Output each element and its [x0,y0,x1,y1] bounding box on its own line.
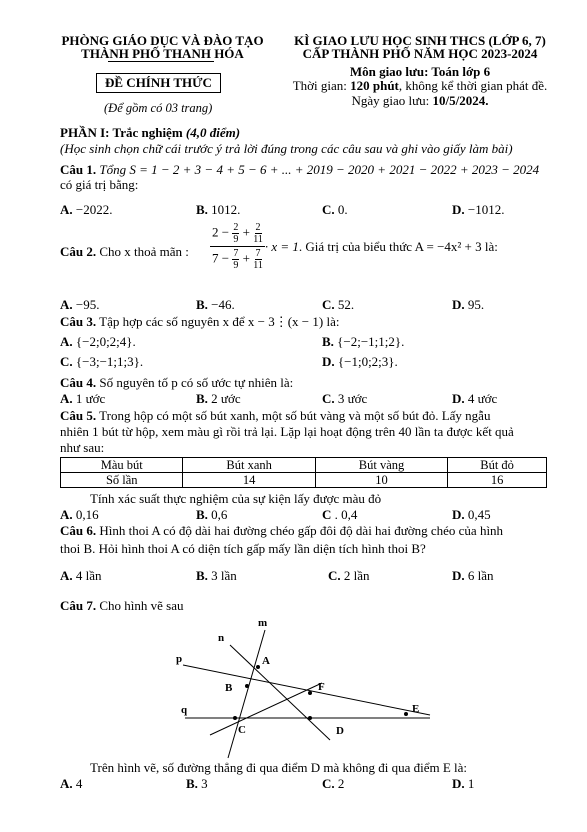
q6-option-b[interactable]: B. 3 lần [196,568,237,583]
q1-text2: có giá trị bằng: [60,177,139,192]
label-a: A [262,655,270,667]
q3-text: Câu 3. Tập hợp các số nguyên x để x − 3⋮(x − 1) là: [60,314,340,329]
table-cell: Bút đỏ [448,458,547,473]
label-b: B [225,682,233,694]
q5-question: Tính xác suất thực nghiệm của sự kiện lấy được màu đỏ [90,491,382,506]
q7-option-b[interactable]: B. 3 [186,776,208,791]
label-d: D [336,725,344,737]
point-a [256,665,260,669]
q5-option-a[interactable]: A. 0,16 [60,507,99,522]
q2-option-c[interactable]: C. 52. [322,297,355,312]
q3-option-d[interactable]: D. {−1;0;2;3}. [322,354,398,369]
official-badge: ĐỀ CHÍNH THỨC [96,73,221,93]
date-line: Ngày giao lưu: 10/5/2024. [351,93,489,108]
q6-option-a[interactable]: A. 4 lần [60,568,102,583]
exam-title: KÌ GIAO LƯU HỌC SINH THCS (LỚP 6, 7) [294,33,546,48]
q2-option-d[interactable]: D. 95. [452,297,485,312]
q4-option-a[interactable]: A. 1 ước [60,391,106,406]
q5-option-d[interactable]: D. 0,45 [452,507,491,522]
table-cell: 16 [448,473,547,488]
q2-big-fraction: 2 − $\frac{2}{9}$ + $\frac{2}{11}$ 7 − $\frac{7}{9}$ + $\frac{7}{11}$ [212,222,263,271]
q1-option-d[interactable]: D. −1012. [452,202,505,217]
q7-text: Câu 7. Cho hình vẽ sau [60,598,184,613]
q6-option-c[interactable]: C. 2 lần [328,568,370,583]
q7-option-c[interactable]: C. 2 [322,776,345,791]
label-c: C [238,724,246,736]
q2-label: Câu 2. Cho x thoả mãn : [60,244,189,259]
q3-option-c[interactable]: C. {−3;−1;1;3}. [60,354,144,369]
time-line: Thời gian: 120 phút, không kể thời gian phát đề. [292,78,548,93]
point-d [308,716,312,720]
q5-line3: như sau: [60,440,105,455]
q1-option-a[interactable]: A. −2022. [60,202,113,217]
table-cell: 10 [315,473,447,488]
city-name: THÀNH PHỐ THANH HÓA [81,46,244,61]
table-cell: Màu bút [61,458,183,473]
q2-option-b[interactable]: B. −46. [196,297,235,312]
q5-line2: nhiên 1 bút từ hộp, xem màu gì rồi trả lại. Lặp lại hoạt động trên 40 lần ta được kết quả [60,424,514,439]
label-n: n [218,632,225,644]
subject-line: Môn giao lưu: Toán lớp 6 [349,64,491,79]
q3-option-a[interactable]: A. {−2;0;2;4}. [60,334,136,349]
label-f: F [318,681,325,693]
q4-option-d[interactable]: D. 4 ước [452,391,498,406]
q4-option-b[interactable]: B. 2 ước [196,391,241,406]
table-cell: Bút vàng [315,458,447,473]
label-e: E [412,703,420,715]
department-name: PHÒNG GIÁO DỤC VÀ ĐÀO TẠO [61,33,264,48]
table-cell: Số lần [61,473,183,488]
q2-option-a[interactable]: A. −95. [60,297,100,312]
q1-option-c[interactable]: C. 0. [322,202,348,217]
table-cell: Bút xanh [183,458,315,473]
q6-option-d[interactable]: D. 6 lần [452,568,494,583]
q6-line1: Câu 6. Hình thoi A có độ dài hai đường chéo gấp đôi độ dài hai đường chéo của hình [60,523,504,538]
q5-option-c[interactable]: C . 0,4 [322,507,358,522]
part1-instruction: (Học sinh chọn chữ cái trước ý trả lời đúng trong các câu sau và ghi vào giấy làm bài) [60,141,513,156]
line-m [228,630,265,758]
q1-option-b[interactable]: B. 1012. [196,202,241,217]
q4-option-c[interactable]: C. 3 ước [322,391,368,406]
point-c [233,716,237,720]
q2-equation: 2 − $\frac{2}{9}$ + $\frac{2}{11}$ 7 − $\frac{7}{9}$ + $\frac{7}{11}$ · x = 1 . Giá trị của biểu thức A = −4x² + 3 là: [212,222,498,271]
label-m: m [258,617,268,629]
q7-question: Trên hình vẽ, số đường thẳng đi qua điểm D mà không đi qua điểm E là: [90,760,468,775]
q5-option-b[interactable]: B. 0,6 [196,507,228,522]
q6-line2: thoi B. Hỏi hình thoi A có diện tích gấp mấy lần diện tích hình thoi B? [60,541,426,556]
q1-text: Câu 1. Tổng S = 1 − 2 + 3 − 4 + 5 − 6 + ... + 2019 − 2020 + 2021 − 2022 + 2023 − 2024 [60,162,540,177]
exam-level: CẤP THÀNH PHỐ NĂM HỌC 2023-2024 [302,46,538,61]
pages-note: (Để gồm có 03 trang) [104,101,213,115]
label-q: q [181,704,188,716]
q7-option-a[interactable]: A. 4 [60,776,83,791]
q7-option-d[interactable]: D. 1 [452,776,475,791]
q3-option-b[interactable]: B. {−2;−1;1;2}. [322,334,405,349]
label-p: p [176,653,183,665]
q5-line1: Câu 5. Trong hộp có một số bút xanh, một số bút vàng và một số bút đỏ. Lấy ngẫu [60,408,491,423]
part1-title: PHẦN I: Trắc nghiệm (4,0 điểm) [60,125,241,140]
point-f [308,691,312,695]
point-e [404,712,408,716]
table-cell: 14 [183,473,315,488]
q4-text: Câu 4. Số nguyên tố p có số ước tự nhiên là: [60,375,294,390]
point-b [245,684,249,688]
